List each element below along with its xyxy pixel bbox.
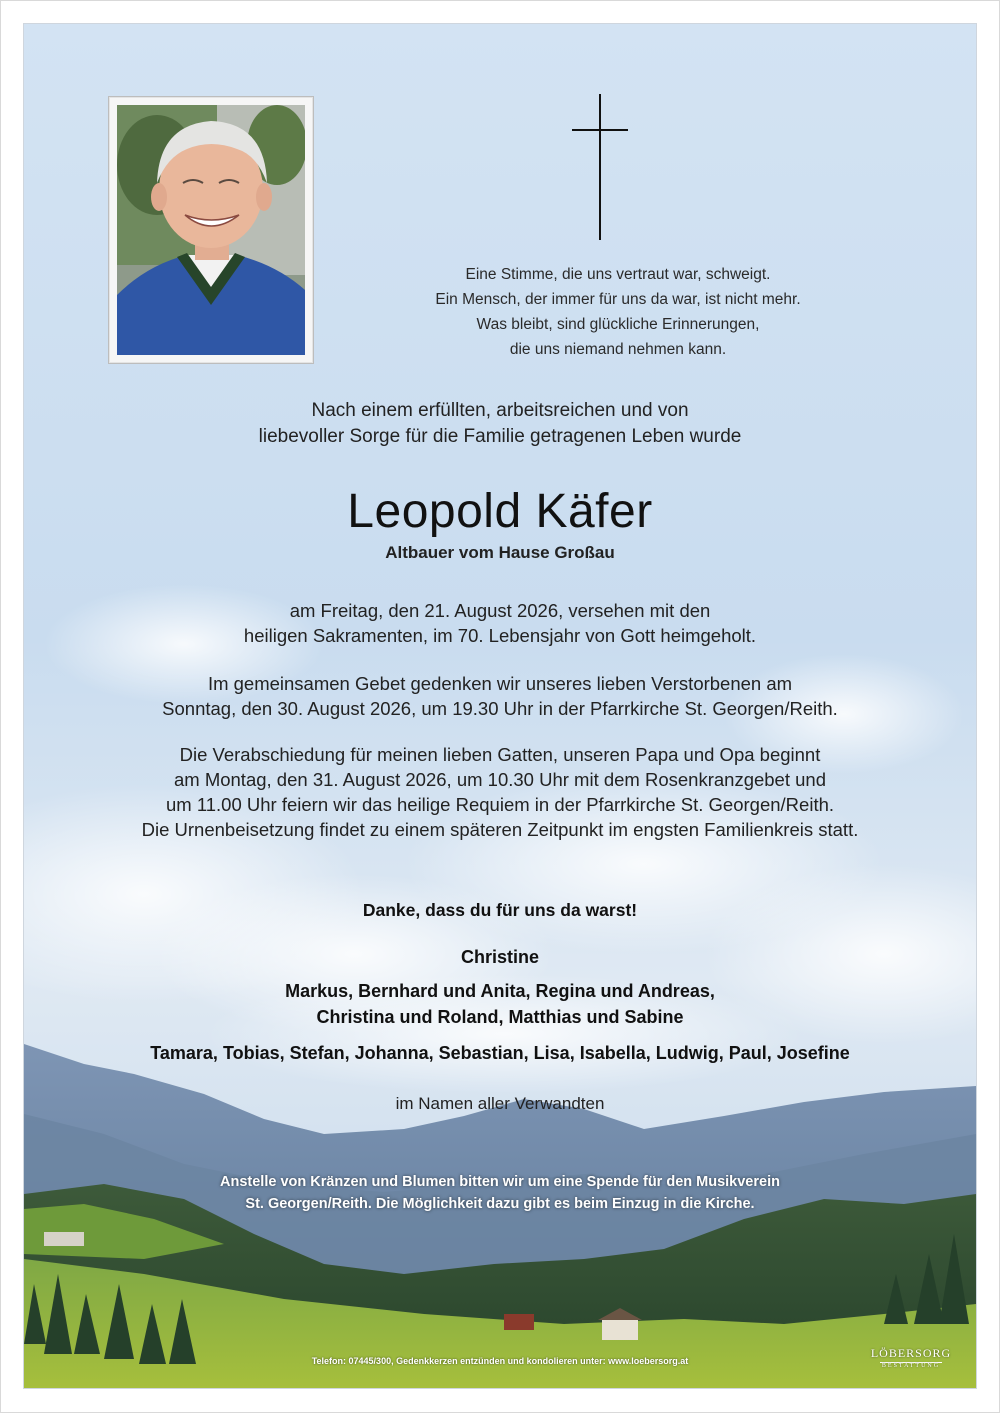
intro-line: Nach einem erfüllten, arbeitsreichen und von (311, 400, 689, 421)
spouse-name: Christine (460, 947, 539, 967)
memorial-verse (260, 262, 976, 362)
grandchildren-names: Tamara, Tobias, Stefan, Johanna, Sebastian, Lisa, Isabella, Ludwig, Paul, Josefine (150, 1043, 850, 1063)
verse-line: Eine Stimme, die uns vertraut war, schweigt. (465, 266, 771, 283)
logo-subtitle: BESTATTUNG (881, 1363, 941, 1369)
death-line: heiligen Sakramenten, im 70. Lebensjahr von Gott heimgeholt. (243, 625, 757, 646)
cross-icon (572, 94, 628, 240)
prayer-line: Sonntag, den 30. August 2026, um 19.30 Uhr in der Pfarrkirche St. Georgen/Reith. (162, 698, 838, 719)
verse-line: die uns niemand nehmen kann. (509, 341, 727, 358)
obituary-card (24, 24, 976, 1388)
children-names (24, 978, 976, 1030)
verse-line: Was bleibt, sind glückliche Erinnerungen, (476, 316, 760, 333)
donation-line: St. Georgen/Reith. Die Möglichkeit dazu gibt es beim Einzug in die Kirche. (245, 1196, 755, 1212)
farewell-line: Die Urnenbeisetzung findet zu einem späteren Zeitpunkt im engsten Familienkreis statt. (141, 819, 859, 840)
relatives-line: im Namen aller Verwandten (395, 1094, 605, 1113)
farewell-line: um 11.00 Uhr feiern wir das heilige Requiem in der Pfarrkirche St. Georgen/Reith. (165, 794, 835, 815)
farewell-notice (24, 742, 976, 842)
deceased-title: Altbauer vom Hause Großau (385, 543, 615, 562)
verse-line: Ein Mensch, der immer für uns da war, ist nicht mehr. (435, 291, 801, 308)
children-line: Christina und Roland, Matthias und Sabine (316, 1007, 684, 1027)
prayer-line: Im gemeinsamen Gebet gedenken wir unseres lieben Verstorbenen am (207, 673, 793, 694)
thanks-line: Danke, dass du für uns da warst! (362, 900, 638, 920)
children-line: Markus, Bernhard und Anita, Regina und Andreas, (285, 981, 715, 1001)
farewell-line: Die Verabschiedung für meinen lieben Gatten, unseren Papa und Opa beginnt (179, 744, 821, 765)
funeral-home-logo (866, 1346, 956, 1369)
logo-name: LÖBERSORG (870, 1346, 952, 1360)
prayer-notice (24, 671, 976, 721)
deceased-name: Leopold Käfer (347, 485, 653, 538)
intro-text (24, 398, 976, 450)
farewell-line: am Montag, den 31. August 2026, um 10.30 Uhr mit dem Rosenkranzgebet und (173, 769, 826, 790)
death-notice (24, 598, 976, 648)
footer-contact: Telefon: 07445/300, Gedenkkerzen entzünden und kondolieren unter: www.loebersorg.at (311, 1356, 689, 1366)
death-line: am Freitag, den 21. August 2026, versehen mit den (289, 600, 711, 621)
donation-request (24, 1171, 976, 1215)
intro-line: liebevoller Sorge für die Familie getragenen Leben wurde (258, 426, 742, 447)
donation-line: Anstelle von Kränzen und Blumen bitten wir um eine Spende für den Musikverein (220, 1174, 780, 1190)
